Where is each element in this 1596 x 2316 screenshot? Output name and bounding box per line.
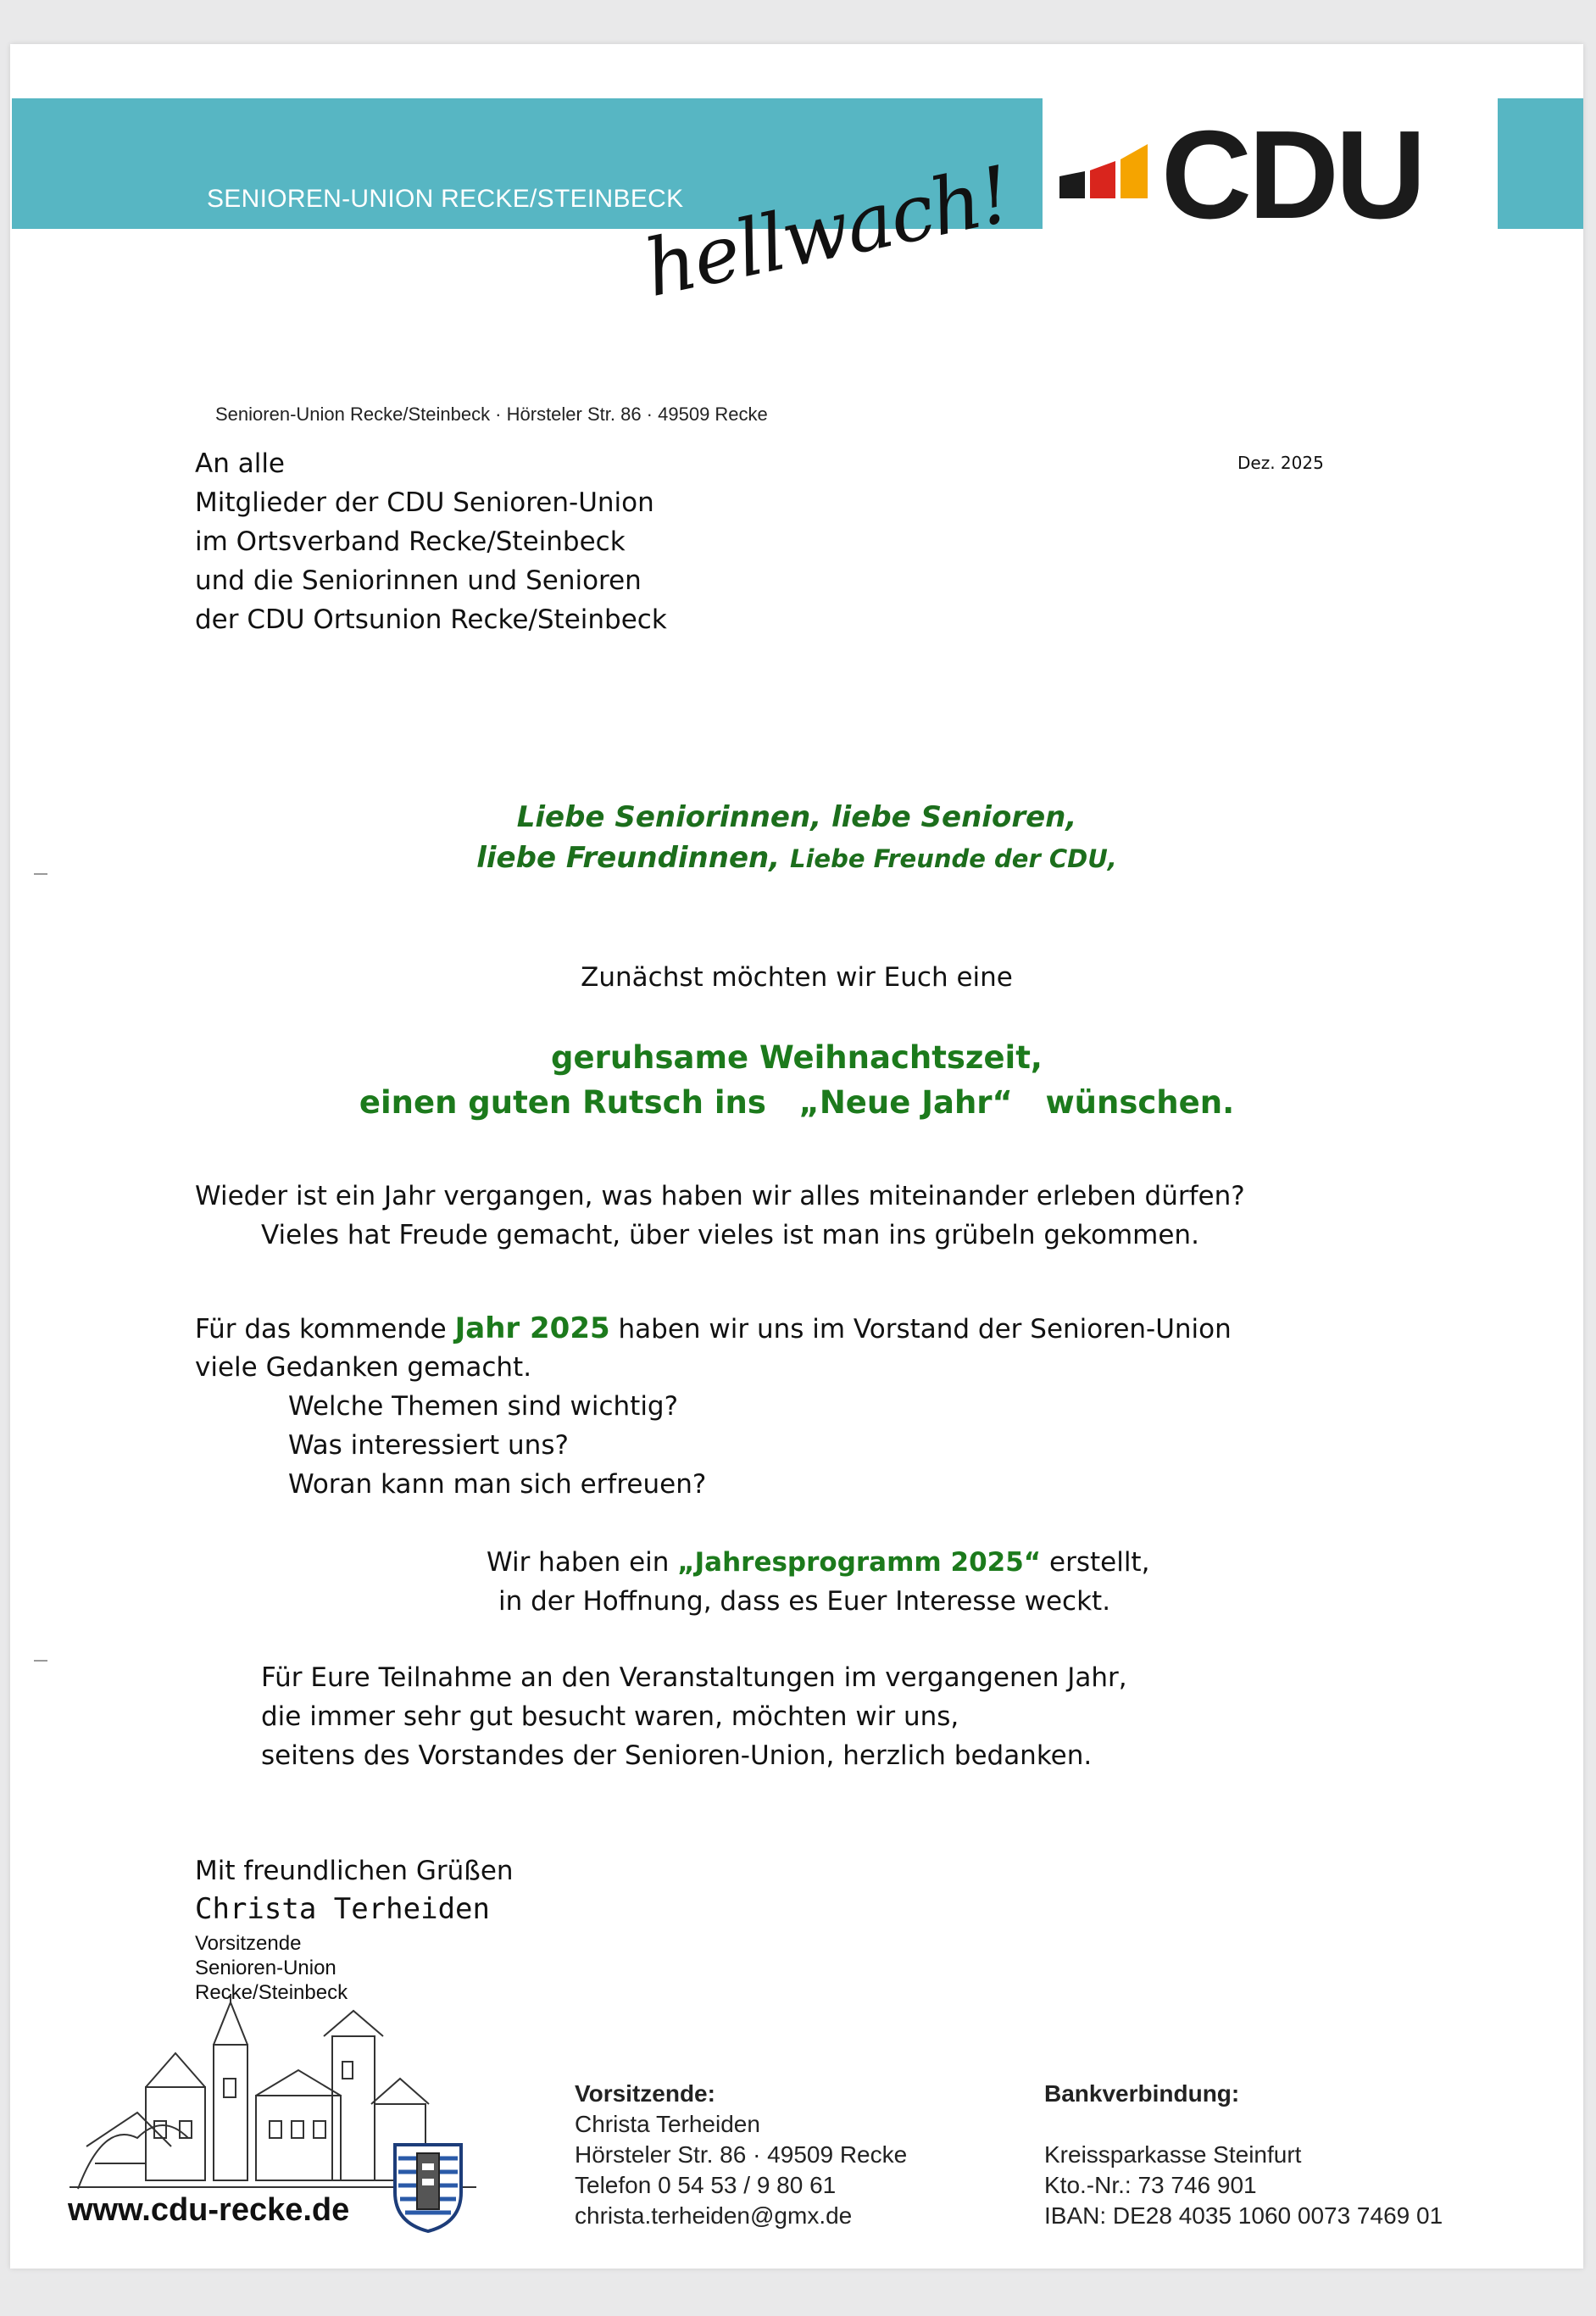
program-post: erstellt, — [1041, 1547, 1150, 1578]
question-list — [288, 1387, 706, 1504]
slogan: hellwach! — [637, 148, 1018, 315]
chair-line: Telefon 0 54 53 / 9 80 61 — [575, 2172, 837, 2198]
greeting-line-2 — [10, 838, 1583, 879]
paragraph-2-pre: Für das kommende — [195, 1314, 455, 1345]
bank-line: IBAN: DE28 4035 1060 0073 7469 01 — [1044, 2202, 1443, 2229]
signature: Christa Terheiden — [195, 1892, 490, 1926]
paragraph-2-line-1 — [195, 1309, 1232, 1349]
question-item: Welche Themen sind wichtig? — [288, 1391, 679, 1422]
thanks-paragraph — [261, 1658, 1127, 1775]
bank-heading: Bankverbindung: — [1044, 2080, 1240, 2107]
salutation: Mit freundlichen Grüßen — [195, 1856, 514, 1886]
paragraph-1-line-2: Vieles hat Freude gemacht, über vieles ist man ins grübeln gekommen. — [261, 1220, 1199, 1250]
bank-line: Kreissparkasse Steinfurt — [1044, 2141, 1302, 2168]
footer-bank-column — [1044, 2079, 1443, 2231]
role-line: Vorsitzende — [195, 1932, 302, 1955]
role-line: Recke/Steinbeck — [195, 1981, 348, 2004]
bank-line: Kto.-Nr.: 73 746 901 — [1044, 2172, 1257, 2198]
greeting-line-2a: liebe Freundinnen, — [476, 841, 781, 875]
chair-heading: Vorsitzende: — [575, 2080, 715, 2107]
thanks-line: seitens des Vorstandes der Senioren-Union, herzlich bedanken. — [261, 1740, 1093, 1771]
greeting-line-1: Liebe Seniorinnen, liebe Senioren, — [516, 800, 1077, 834]
margin-mark — [34, 873, 47, 875]
program-line-1 — [487, 1543, 1149, 1582]
program-highlight: „Jahresprogramm 2025“ — [677, 1547, 1042, 1578]
wish-line-1: geruhsame Weihnachtszeit, — [551, 1039, 1043, 1076]
greeting-line-2b: Liebe Freunde der CDU, — [790, 844, 1117, 873]
cdu-logo: CDU — [1161, 105, 1423, 245]
question-item: Was interessiert uns? — [288, 1430, 569, 1461]
header-band-right — [1498, 98, 1583, 229]
address-line: der CDU Ortsunion Recke/Steinbeck — [195, 604, 667, 635]
address-line: und die Seniorinnen und Senioren — [195, 565, 642, 596]
address-block — [195, 444, 667, 639]
chair-line: Christa Terheiden — [575, 2111, 760, 2137]
address-line: im Ortsverband Recke/Steinbeck — [195, 526, 626, 557]
sender-line: Senioren-Union Recke/Steinbeck · Hörsteler Str. 86 · 49509 Recke — [215, 404, 768, 425]
program-pre: Wir haben ein — [487, 1547, 678, 1578]
paragraph-1-line-1: Wieder ist ein Jahr vergangen, was haben wir alles miteinander erleben dürfen? — [195, 1181, 1245, 1211]
footer-chair-column — [575, 2079, 907, 2231]
chair-line: Hörsteler Str. 86 · 49509 Recke — [575, 2141, 908, 2168]
address-line: An alle — [195, 448, 286, 479]
wish-line-2: einen guten Rutsch ins „Neue Jahr“ wünschen. — [359, 1084, 1235, 1121]
town-coat-of-arms-icon — [392, 2141, 464, 2233]
cdu-bars-icon — [1059, 144, 1148, 198]
letter-page — [10, 44, 1583, 2269]
program-line-2: in der Hoffnung, dass es Euer Interesse weckt. — [498, 1586, 1111, 1617]
paragraph-2-post: haben wir uns im Vorstand der Senioren-Union — [609, 1314, 1232, 1345]
year-highlight: Jahr 2025 — [454, 1311, 610, 1345]
intro-line: Zunächst möchten wir Euch eine — [581, 962, 1013, 993]
question-item: Woran kann man sich erfreuen? — [288, 1469, 707, 1500]
chair-email[interactable]: christa.terheiden@gmx.de — [575, 2202, 853, 2229]
organization-title: SENIOREN-UNION RECKE/STEINBECK — [207, 185, 684, 213]
paragraph-2-line-2: viele Gedanken gemacht. — [195, 1352, 532, 1383]
bank-spacer — [1044, 2109, 1443, 2140]
letter-date: Dez. 2025 — [1237, 453, 1324, 473]
website-link[interactable]: www.cdu-recke.de — [68, 2192, 350, 2228]
thanks-line: Für Eure Teilnahme an den Veranstaltungen im vergangenen Jahr, — [261, 1662, 1127, 1693]
thanks-line: die immer sehr gut besucht waren, möchten wir uns, — [261, 1701, 959, 1732]
role-line: Senioren-Union — [195, 1957, 336, 1979]
address-line: Mitglieder der CDU Senioren-Union — [195, 487, 654, 518]
margin-mark — [34, 1660, 47, 1662]
